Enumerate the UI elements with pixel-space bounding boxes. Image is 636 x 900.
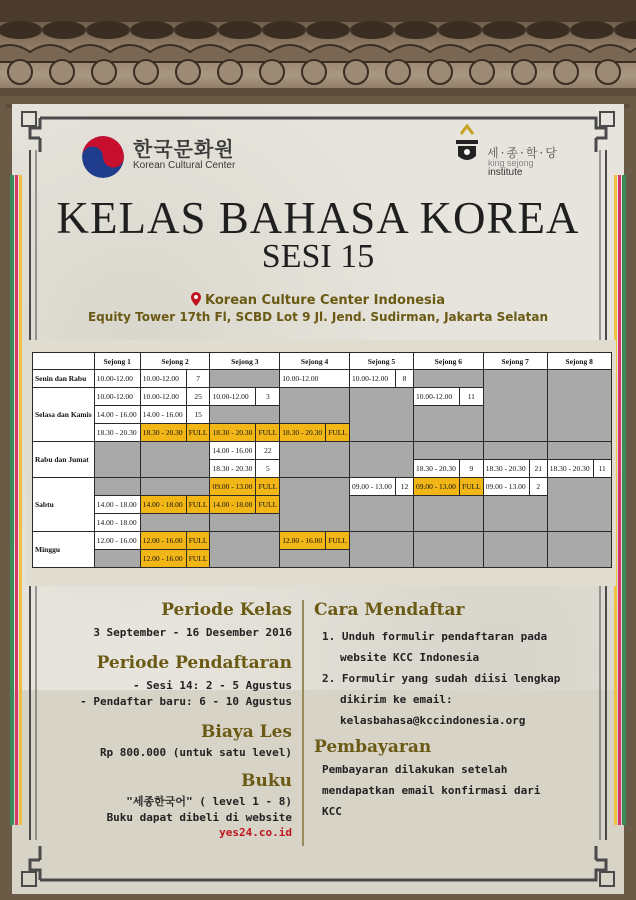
time-cell: 14.00 - 16.00 [140,406,186,424]
time-cell: 18.30 - 20.30 [483,460,529,478]
empty-cell [349,442,413,478]
seat-count: 12 [395,478,413,496]
table-row [33,442,612,460]
buku-heading: Buku [241,771,292,791]
column-header: Sejong 6 [413,353,483,370]
column-header: Sejong 5 [349,353,413,370]
cara-mendaftar-heading: Cara Mendaftar [314,600,465,620]
table-row [33,478,612,496]
seat-count: 3 [256,388,280,406]
empty-cell [483,496,547,532]
empty-cell [140,514,210,532]
time-cell: 14.00 - 18.00 [210,496,256,514]
empty-cell [140,442,210,478]
empty-cell [280,478,350,532]
pendaftaran-line: - Pendaftar baru: 6 - 10 Agustus [80,695,292,708]
seat-count: FULL [326,532,350,550]
column-header: Sejong 8 [547,353,611,370]
seat-count: 22 [256,442,280,460]
table-header-row [33,353,612,370]
king-sejong-institute-label: institute [488,167,523,178]
empty-cell [280,550,350,568]
time-cell: 10.00-12.00 [140,388,186,406]
empty-cell [413,532,483,568]
day-label: Selasa dan Kamis [33,388,95,442]
empty-cell [280,442,350,478]
time-cell: 18.30 - 20.30 [547,460,593,478]
periode-kelas-text: 3 September - 16 Desember 2016 [93,626,292,639]
empty-cell [413,496,483,532]
time-cell: 12.00 - 16.00 [140,550,186,568]
time-cell: 18.30 - 20.30 [140,424,186,442]
cara-step: 1. Unduh formulir pendaftaran pada [322,630,548,643]
time-cell: 10.00-12.00 [349,370,395,388]
empty-cell [210,370,280,388]
seat-count: 9 [459,460,483,478]
empty-cell [349,532,413,568]
seat-count: 11 [459,388,483,406]
empty-cell [483,370,547,442]
column-header: Sejong 4 [280,353,350,370]
empty-cell [349,388,413,442]
schedule-panel [26,340,616,586]
empty-cell [210,532,280,568]
time-cell: 14.00 - 18.00 [94,496,140,514]
time-cell: 10.00-12.00 [280,370,350,388]
time-cell: 10.00-12.00 [210,388,256,406]
empty-cell [94,442,140,478]
seat-count: FULL [186,532,210,550]
seat-count: FULL [186,424,210,442]
seat-count: 15 [186,406,210,424]
kcc-name-english: Korean Cultural Center [133,160,236,171]
page-subtitle: SESI 15 [261,238,375,275]
corner-cell [33,353,95,370]
time-cell: 18.30 - 20.30 [210,460,256,478]
day-label: Senin dan Rabu [33,370,95,388]
empty-cell [483,532,547,568]
seat-count: 7 [186,370,210,388]
seat-count: 8 [395,370,413,388]
pembayaran-line: KCC [322,805,342,818]
time-cell: 14.00 - 18.00 [140,496,186,514]
seat-count: FULL [256,478,280,496]
time-cell: 09.00 - 13.00 [210,478,256,496]
seat-count: 11 [593,460,611,478]
info-left-column [30,596,292,839]
empty-cell [94,550,140,568]
empty-cell [210,514,280,532]
time-cell: 18.30 - 20.30 [210,424,256,442]
time-cell: 10.00-12.00 [94,370,140,388]
cara-step: 2. Formulir yang sudah diisi lengkap [322,672,561,685]
pembayaran-heading: Pembayaran [314,737,432,757]
column-header: Sejong 3 [210,353,280,370]
time-cell: 14.00 - 18.00 [94,514,140,532]
time-cell: 10.00-12.00 [94,388,140,406]
time-cell: 18.30 - 20.30 [280,424,326,442]
king-sejong-name-korean: 세·종·학·당 [487,146,559,160]
buku-website-link[interactable]: yes24.co.id [219,826,292,839]
time-cell: 10.00-12.00 [413,388,459,406]
seat-count: FULL [326,424,350,442]
day-label: Minggu [33,532,95,568]
column-divider [302,600,304,846]
info-right-column [314,596,614,822]
empty-cell [349,496,413,532]
buku-line: Buku dapat dibeli di website [106,811,292,824]
seat-count: FULL [256,496,280,514]
pendaftaran-line: - Sesi 14: 2 - 5 Agustus [133,679,292,692]
time-cell: 18.30 - 20.30 [413,460,459,478]
time-cell: 09.00 - 13.00 [413,478,459,496]
table-row [33,532,612,550]
location-name-text: Korean Culture Center Indonesia [205,293,445,308]
empty-cell [210,406,280,424]
king-sejong-name-english: king sejong [488,158,534,168]
seat-count: 5 [256,460,280,478]
schedule-table [32,352,612,568]
time-cell: 12.00 - 16.00 [140,532,186,550]
location-name [0,292,636,308]
periode-pendaftaran-heading: Periode Pendaftaran [96,653,292,673]
empty-cell [547,478,611,532]
seat-count: FULL [459,478,483,496]
location-pin-icon [191,292,201,306]
column-header: Sejong 1 [94,353,140,370]
empty-cell [413,370,483,388]
day-label: Rabu dan Jumat [33,442,95,478]
empty-cell [413,442,483,460]
time-cell: 10.00-12.00 [140,370,186,388]
kcc-name-korean: 한국문화원 [133,137,235,161]
email-link[interactable]: kelasbahasa@kccindonesia.org [340,714,526,727]
empty-cell [140,478,210,496]
biaya-heading: Biaya Les [201,722,292,742]
empty-cell [280,388,350,424]
empty-cell [483,442,547,460]
time-cell: 12.00 - 16.00 [280,532,326,550]
time-cell: 12.00 - 16.00 [94,532,140,550]
time-cell: 18.30 - 20.30 [94,424,140,442]
column-header: Sejong 2 [140,353,210,370]
time-cell: 09.00 - 13.00 [483,478,529,496]
time-cell: 14.00 - 16.00 [210,442,256,460]
empty-cell [547,442,611,460]
king-sejong-logo [452,124,482,168]
time-cell: 09.00 - 13.00 [349,478,395,496]
empty-cell [94,478,140,496]
day-label: Sabtu [33,478,95,532]
pembayaran-line: Pembayaran dilakukan setelah [322,763,508,776]
cara-step: dikirim ke email: [340,693,453,706]
seat-count: 21 [529,460,547,478]
periode-kelas-heading: Periode Kelas [161,600,292,620]
page-title: KELAS BAHASA KOREA [56,193,580,243]
seat-count: 2 [529,478,547,496]
empty-cell [413,406,483,442]
biaya-text: Rp 800.000 (untuk satu level) [99,746,292,759]
seat-count: FULL [186,496,210,514]
seat-count: 25 [186,388,210,406]
buku-line: "세종한국어" ( level 1 - 8) [126,795,292,808]
pembayaran-line: mendapatkan email konfirmasi dari [322,784,541,797]
empty-cell [547,532,611,568]
time-cell: 14.00 - 16.00 [94,406,140,424]
seat-count: FULL [256,424,280,442]
table-row [33,370,612,388]
location-address: Equity Tower 17th Fl, SCBD Lot 9 Jl. Jend. Sudirman, Jakarta Selatan [87,310,549,324]
seat-count: FULL [186,550,210,568]
cara-step: website KCC Indonesia [340,651,480,664]
column-header: Sejong 7 [483,353,547,370]
kcc-taegeuk-logo [82,136,124,178]
empty-cell [547,370,611,442]
